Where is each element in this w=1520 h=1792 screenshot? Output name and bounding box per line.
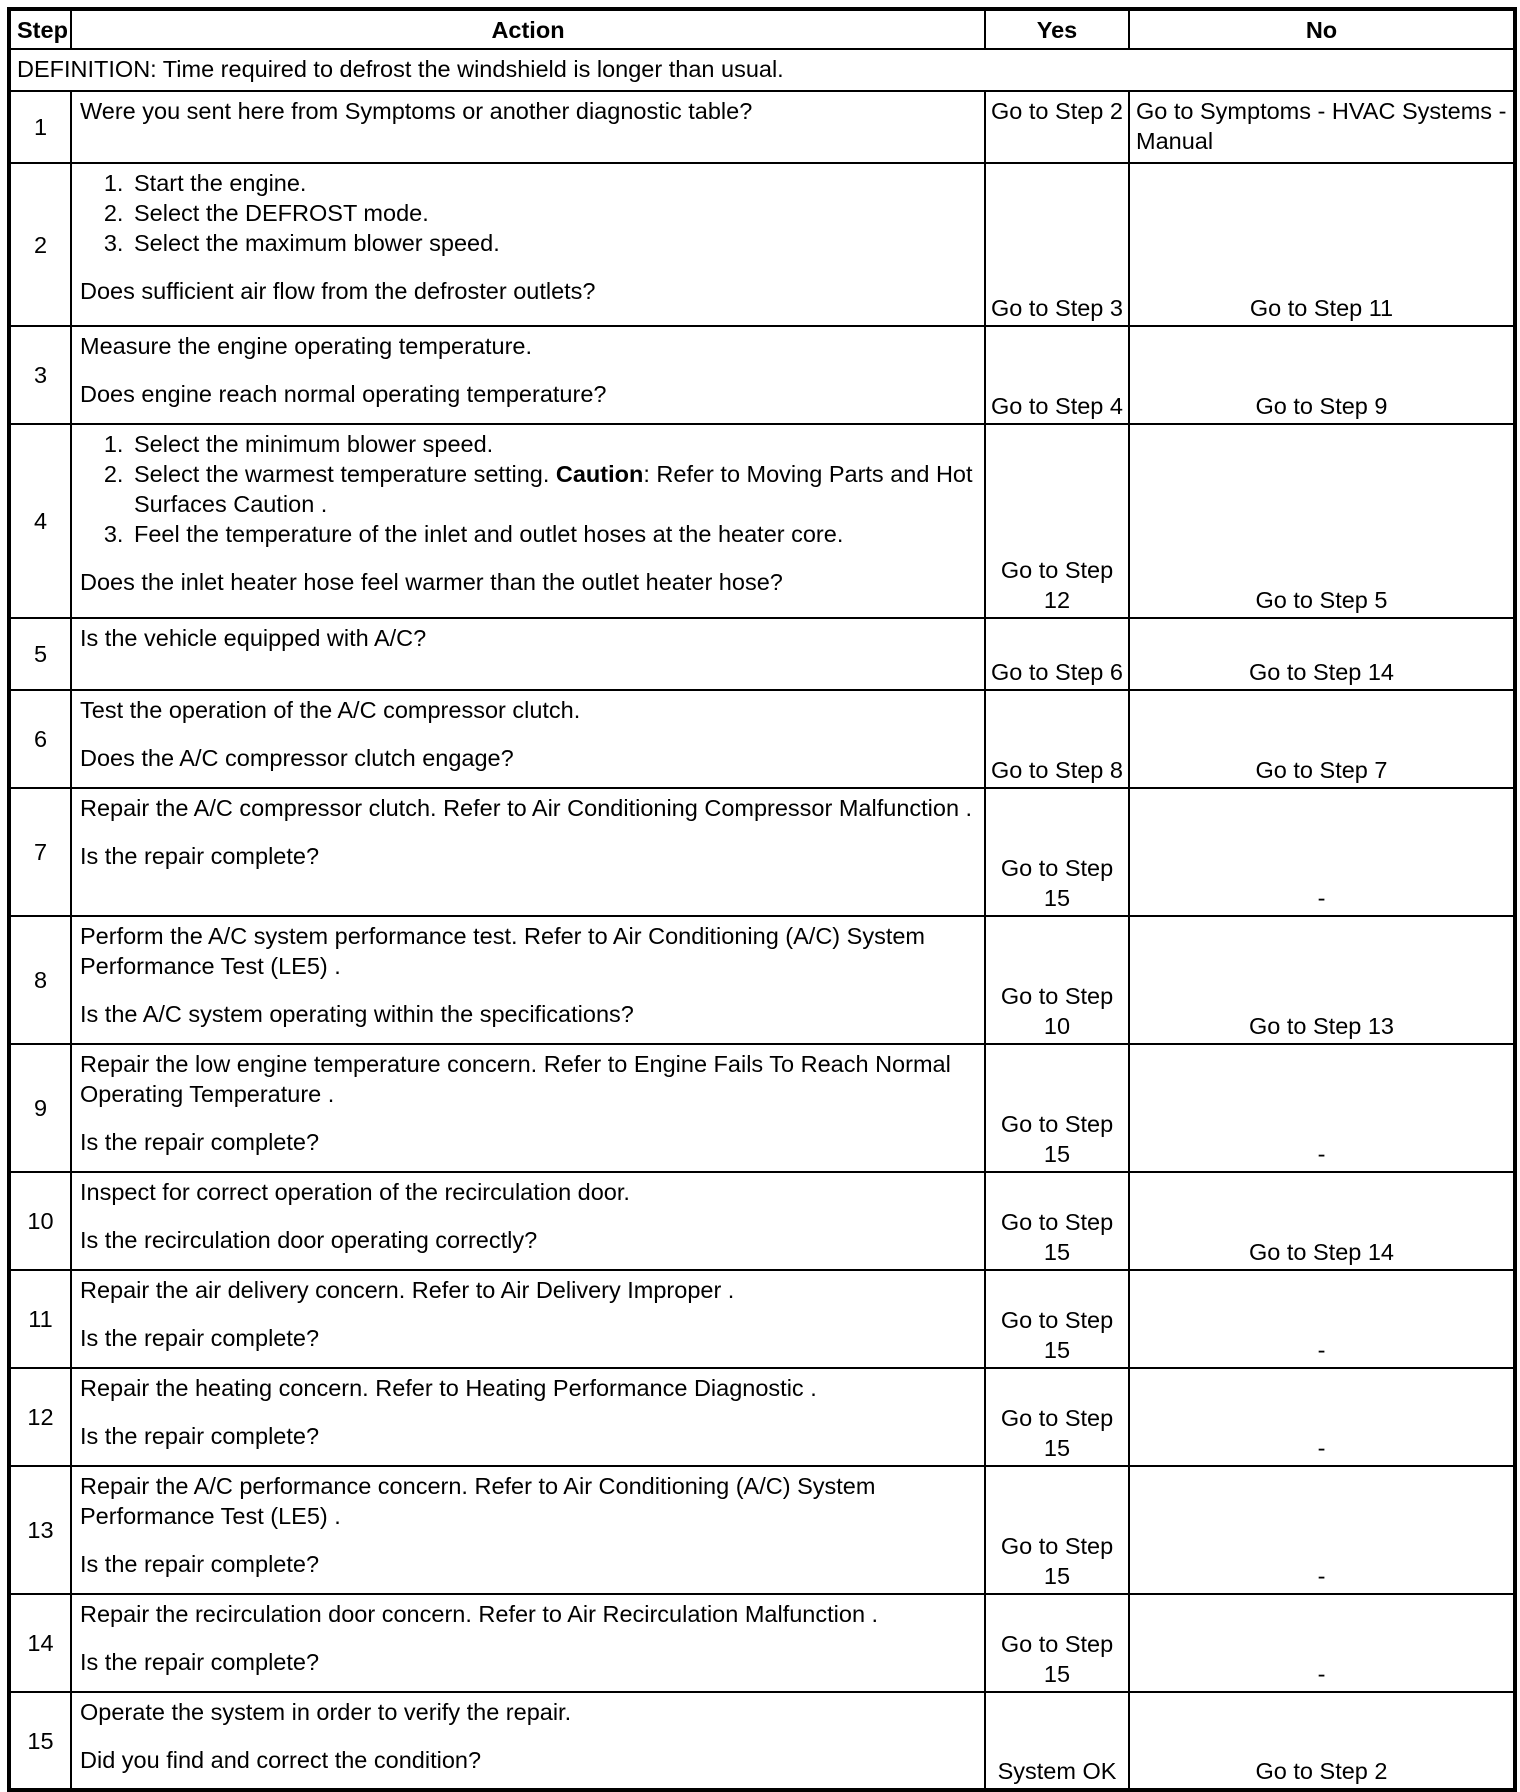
step-number: 6: [9, 690, 71, 788]
action-question: Is the repair complete?: [80, 1325, 320, 1351]
step-number: 8: [9, 916, 71, 1044]
no-cell: Go to Step 9: [1129, 326, 1515, 424]
table-row: [9, 618, 1515, 690]
list-item: 1. Select the minimum blower speed.: [130, 429, 976, 459]
action-question: Does sufficient air flow from the defroster outlets?: [80, 278, 596, 304]
table-row: [9, 916, 1515, 1044]
action-text: Were you sent here from Symptoms or another diagnostic table?: [80, 98, 753, 124]
action-cell: [71, 618, 985, 690]
table-row: [9, 690, 1515, 788]
yes-cell: Go to Step 12: [985, 424, 1129, 618]
no-cell: Go to Step 14: [1129, 618, 1515, 690]
action-cell: [71, 788, 985, 916]
yes-cell: Go to Step 4: [985, 326, 1129, 424]
yes-cell: Go to Step 15: [985, 1594, 1129, 1692]
table-row: [9, 326, 1515, 424]
yes-cell: Go to Step 15: [985, 788, 1129, 916]
step-number: 1: [9, 91, 71, 163]
step-number: 12: [9, 1368, 71, 1466]
list-item-text: Select the warmest temperature setting.: [134, 461, 550, 487]
action-text: Is the vehicle equipped with A/C?: [80, 625, 427, 651]
caution-label: Caution: [555, 461, 644, 487]
table-row: [9, 91, 1515, 163]
step-number: 7: [9, 788, 71, 916]
yes-cell: Go to Step 15: [985, 1466, 1129, 1594]
step-number: 11: [9, 1270, 71, 1368]
yes-cell: Go to Step 8: [985, 690, 1129, 788]
no-cell: Go to Symptoms - HVAC Systems - Manual: [1129, 91, 1515, 163]
action-cell: [71, 1270, 985, 1368]
list-item: 2. Select the DEFROST mode.: [130, 198, 976, 228]
table-row: [9, 1172, 1515, 1270]
step-number: 2: [9, 163, 71, 326]
no-cell: -: [1129, 1466, 1515, 1594]
table-row: [9, 1368, 1515, 1466]
action-question: Is the repair complete?: [80, 1649, 320, 1675]
yes-cell: Go to Step 15: [985, 1172, 1129, 1270]
caution-text: : Refer to Moving Parts and Hot Surfaces Caution .: [134, 461, 973, 517]
action-text: Repair the recirculation door concern. Refer to Air Recirculation Malfunction .: [80, 1601, 879, 1627]
action-cell: [71, 163, 985, 326]
no-cell: Go to Step 14: [1129, 1172, 1515, 1270]
action-text: Test the operation of the A/C compressor clutch.: [80, 697, 581, 723]
yes-cell: System OK: [985, 1692, 1129, 1790]
action-question: Did you find and correct the condition?: [80, 1747, 482, 1773]
no-cell: Go to Step 5: [1129, 424, 1515, 618]
action-question: Does engine reach normal operating temperature?: [80, 381, 607, 407]
action-cell: [71, 91, 985, 163]
action-question: Is the repair complete?: [80, 1129, 320, 1155]
action-text: Inspect for correct operation of the recirculation door.: [80, 1179, 630, 1205]
step-number: 5: [9, 618, 71, 690]
yes-cell: Go to Step 15: [985, 1368, 1129, 1466]
action-text: Operate the system in order to verify the repair.: [80, 1699, 572, 1725]
action-text: Repair the A/C compressor clutch. Refer to Air Conditioning Compressor Malfunction .: [80, 795, 973, 821]
yes-cell: Go to Step 3: [985, 163, 1129, 326]
diagnostic-table: [7, 7, 1517, 1792]
definition-row: [9, 49, 1515, 91]
table-row: [9, 424, 1515, 618]
table-row: [9, 1270, 1515, 1368]
no-cell: Go to Step 11: [1129, 163, 1515, 326]
no-cell: Go to Step 2: [1129, 1692, 1515, 1790]
action-text: Repair the A/C performance concern. Refer to Air Conditioning (A/C) System Performance Test (LE5) .: [80, 1473, 876, 1529]
step-number: 4: [9, 424, 71, 618]
action-question: Is the repair complete?: [80, 843, 320, 869]
table-row: [9, 1594, 1515, 1692]
action-cell: [71, 1692, 985, 1790]
yes-cell: Go to Step 10: [985, 916, 1129, 1044]
action-question: Does the inlet heater hose feel warmer than the outlet heater hose?: [80, 569, 783, 595]
yes-cell: Go to Step 2: [985, 91, 1129, 163]
action-cell: [71, 690, 985, 788]
header-action: Action: [71, 9, 985, 49]
action-text: Perform the A/C system performance test. Refer to Air Conditioning (A/C) System Performance Test (LE5) .: [80, 923, 926, 979]
no-cell: Go to Step 7: [1129, 690, 1515, 788]
action-question: Is the recirculation door operating correctly?: [80, 1227, 538, 1253]
action-cell: [71, 916, 985, 1044]
action-text: Repair the low engine temperature concern. Refer to Engine Fails To Reach Normal Operating Temperature .: [80, 1051, 951, 1107]
table-row: [9, 163, 1515, 326]
no-cell: -: [1129, 1270, 1515, 1368]
header-no: No: [1129, 9, 1515, 49]
table-row: [9, 1044, 1515, 1172]
step-number: 15: [9, 1692, 71, 1790]
action-cell: [71, 1044, 985, 1172]
no-cell: Go to Step 13: [1129, 916, 1515, 1044]
list-item: 3. Select the maximum blower speed.: [130, 228, 976, 258]
table-row: [9, 1692, 1515, 1790]
no-cell: -: [1129, 1044, 1515, 1172]
step-number: 13: [9, 1466, 71, 1594]
list-item: 3. Feel the temperature of the inlet and outlet hoses at the heater core.: [130, 519, 976, 549]
header-yes: Yes: [985, 9, 1129, 49]
step-number: 9: [9, 1044, 71, 1172]
action-list: [80, 168, 976, 258]
no-cell: -: [1129, 788, 1515, 916]
table-row: [9, 788, 1515, 916]
action-question: Does the A/C compressor clutch engage?: [80, 745, 514, 771]
action-cell: [71, 1594, 985, 1692]
header-row: [9, 9, 1515, 49]
yes-cell: Go to Step 15: [985, 1270, 1129, 1368]
step-number: 14: [9, 1594, 71, 1692]
list-item: [130, 459, 976, 519]
definition-text: DEFINITION: Time required to defrost the windshield is longer than usual.: [9, 49, 1515, 91]
action-text: Repair the air delivery concern. Refer to Air Delivery Improper .: [80, 1277, 735, 1303]
action-question: Is the repair complete?: [80, 1551, 320, 1577]
action-cell: [71, 1172, 985, 1270]
action-cell: [71, 1368, 985, 1466]
step-number: 3: [9, 326, 71, 424]
action-text: Repair the heating concern. Refer to Heating Performance Diagnostic .: [80, 1375, 817, 1401]
yes-cell: Go to Step 6: [985, 618, 1129, 690]
list-item: 1. Start the engine.: [130, 168, 976, 198]
table-row: [9, 1466, 1515, 1594]
no-cell: -: [1129, 1594, 1515, 1692]
action-list: [80, 429, 976, 549]
action-question: Is the A/C system operating within the specifications?: [80, 1001, 634, 1027]
action-cell: [71, 424, 985, 618]
action-cell: [71, 1466, 985, 1594]
yes-cell: Go to Step 15: [985, 1044, 1129, 1172]
action-question: Is the repair complete?: [80, 1423, 320, 1449]
no-cell: -: [1129, 1368, 1515, 1466]
header-step: Step: [9, 9, 71, 49]
step-number: 10: [9, 1172, 71, 1270]
action-cell: [71, 326, 985, 424]
action-text: Measure the engine operating temperature.: [80, 333, 533, 359]
